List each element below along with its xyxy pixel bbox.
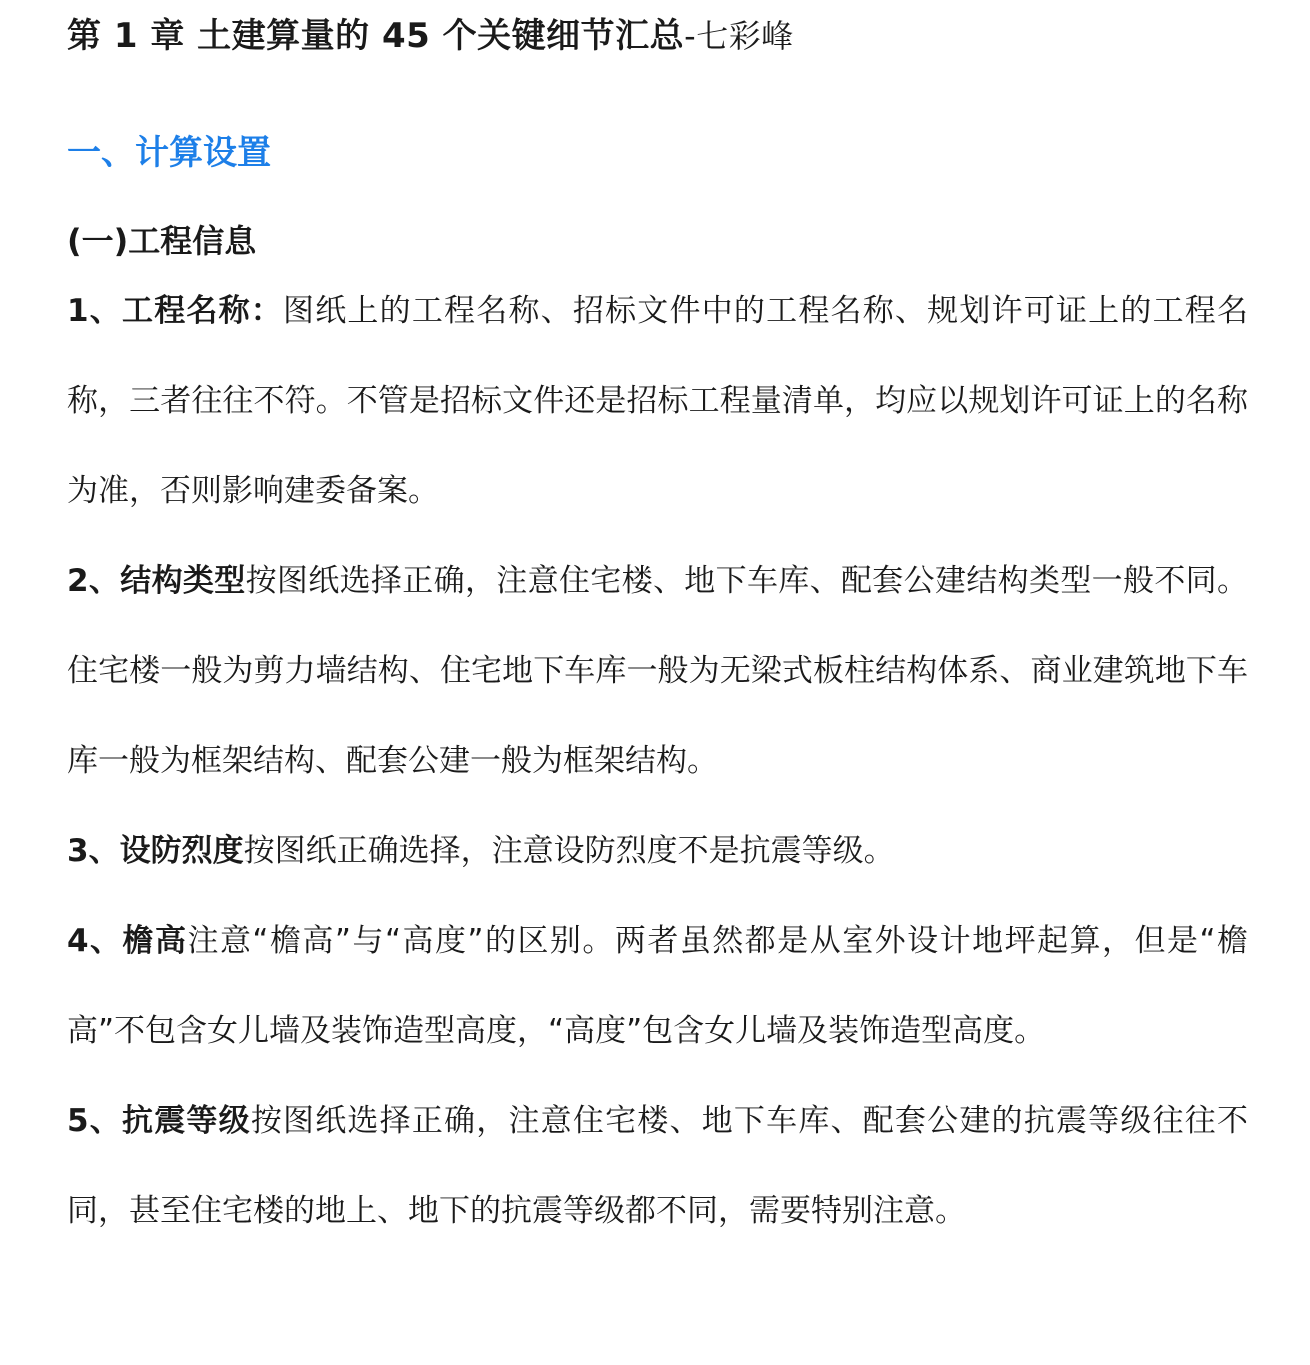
subsection-heading: (一)工程信息 [67,222,257,260]
section-heading: 一、计算设置 [67,133,271,173]
paragraph-text: 按图纸选择正确，注意住宅楼、地下车库、配套公建的抗震等级往往不同，甚至住宅楼的地上、地下的抗震等级都不同，需要特别注意。 [67,1103,1248,1229]
chapter-title-text: 第 1 章 土建算量的 45 个关键细节汇总 [67,16,685,56]
paragraph-text: 按图纸选择正确，注意住宅楼、地下车库、配套公建结构类型一般不同。住宅楼一般为剪力墙结构、住宅地下车库一般为无梁式板柱结构体系、商业建筑地下车库一般为框架结构、配套公建一般为框架结构。 [67,563,1248,779]
paragraph-term: 1、工程名称： [67,293,284,329]
chapter-title [67,0,1248,76]
paragraph-eave-height [67,896,1248,1076]
paragraph-project-name [67,266,1248,536]
paragraph-structure-type [67,536,1248,806]
paragraph-text: 图纸上的工程名称、招标文件中的工程名称、规划许可证上的工程名称，三者往往不符。不管是招标文件还是招标工程量清单，均应以规划许可证上的名称为准，否则影响建委备案。 [67,293,1248,509]
paragraph-term: 5、抗震等级 [67,1103,251,1139]
paragraph-term: 2、结构类型 [67,563,246,599]
paragraph-text: 注意“檐高”与“高度”的区别。两者虽然都是从室外设计地坪起算，但是“檐高”不包含女儿墙及装饰造型高度，“高度”包含女儿墙及装饰造型高度。 [67,923,1248,1049]
paragraph-term: 4、檐高 [67,923,188,959]
paragraph-seismic-grade [67,1076,1248,1256]
paragraph-seismic-intensity [67,806,1248,896]
paragraph-text: 按图纸正确选择，注意设防烈度不是抗震等级。 [243,833,895,869]
chapter-author: -七彩峰 [684,17,794,55]
paragraph-term: 3、设防烈度 [67,833,244,869]
